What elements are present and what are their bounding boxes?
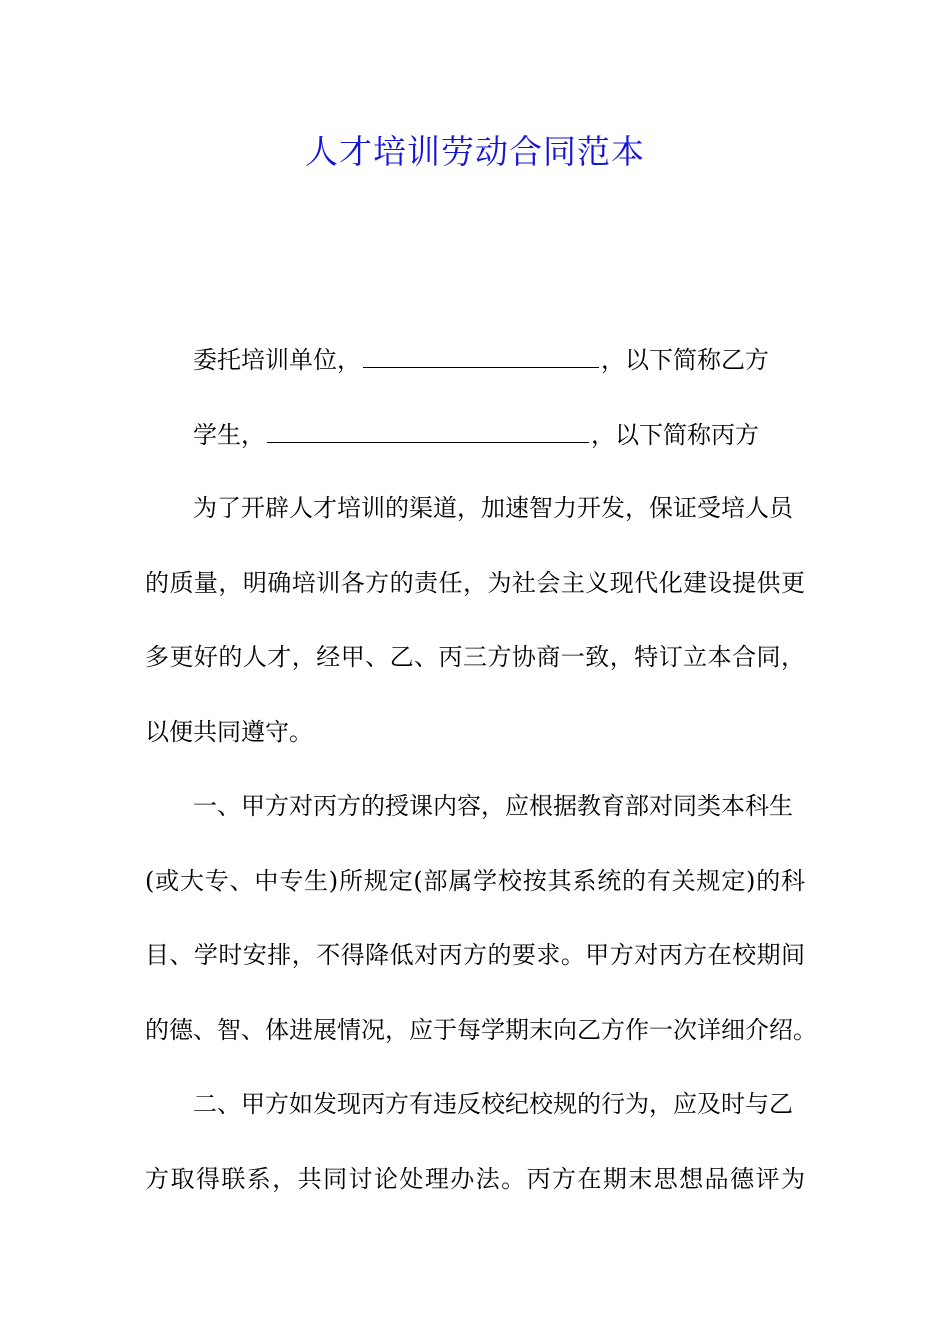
- party-b-suffix: ，以下简称乙方: [601, 346, 769, 374]
- body-line: (或大专、中专生)所规定(部属学校按其系统的有关规定)的科: [145, 867, 805, 895]
- body-line: 二、甲方如发现丙方有违反校纪校规的行为，应及时与乙: [193, 1090, 793, 1118]
- party-c-blank-field: [267, 414, 589, 443]
- body-line: 的质量，明确培训各方的责任，为社会主义现代化建设提供更: [145, 569, 805, 597]
- party-c-suffix: ，以下简称丙方: [591, 421, 759, 449]
- body-line: 为了开辟人才培训的渠道，加速智力开发，保证受培人员: [193, 494, 793, 522]
- party-c-label: 学生，: [193, 421, 265, 449]
- body-line: 方取得联系，共同讨论处理办法。丙方在期末思想品德评为: [145, 1165, 805, 1193]
- party-b-line: [193, 339, 769, 379]
- body-line: 多更好的人才，经甲、乙、丙三方协商一致，特订立本合同，: [145, 643, 805, 671]
- party-b-label: 委托培训单位，: [193, 346, 361, 374]
- party-c-line: [193, 414, 759, 454]
- party-b-blank-field: [363, 339, 599, 368]
- body-line: 以便共同遵守。: [145, 718, 313, 746]
- document-title: 人才培训劳动合同范本: [305, 132, 645, 171]
- body-line: 的德、智、体进展情况，应于每学期末向乙方作一次详细介绍。: [145, 1016, 817, 1044]
- body-line: 一、甲方对丙方的授课内容，应根据教育部对同类本科生: [193, 792, 793, 820]
- body-line: 目、学时安排，不得降低对丙方的要求。甲方对丙方在校期间: [145, 941, 805, 969]
